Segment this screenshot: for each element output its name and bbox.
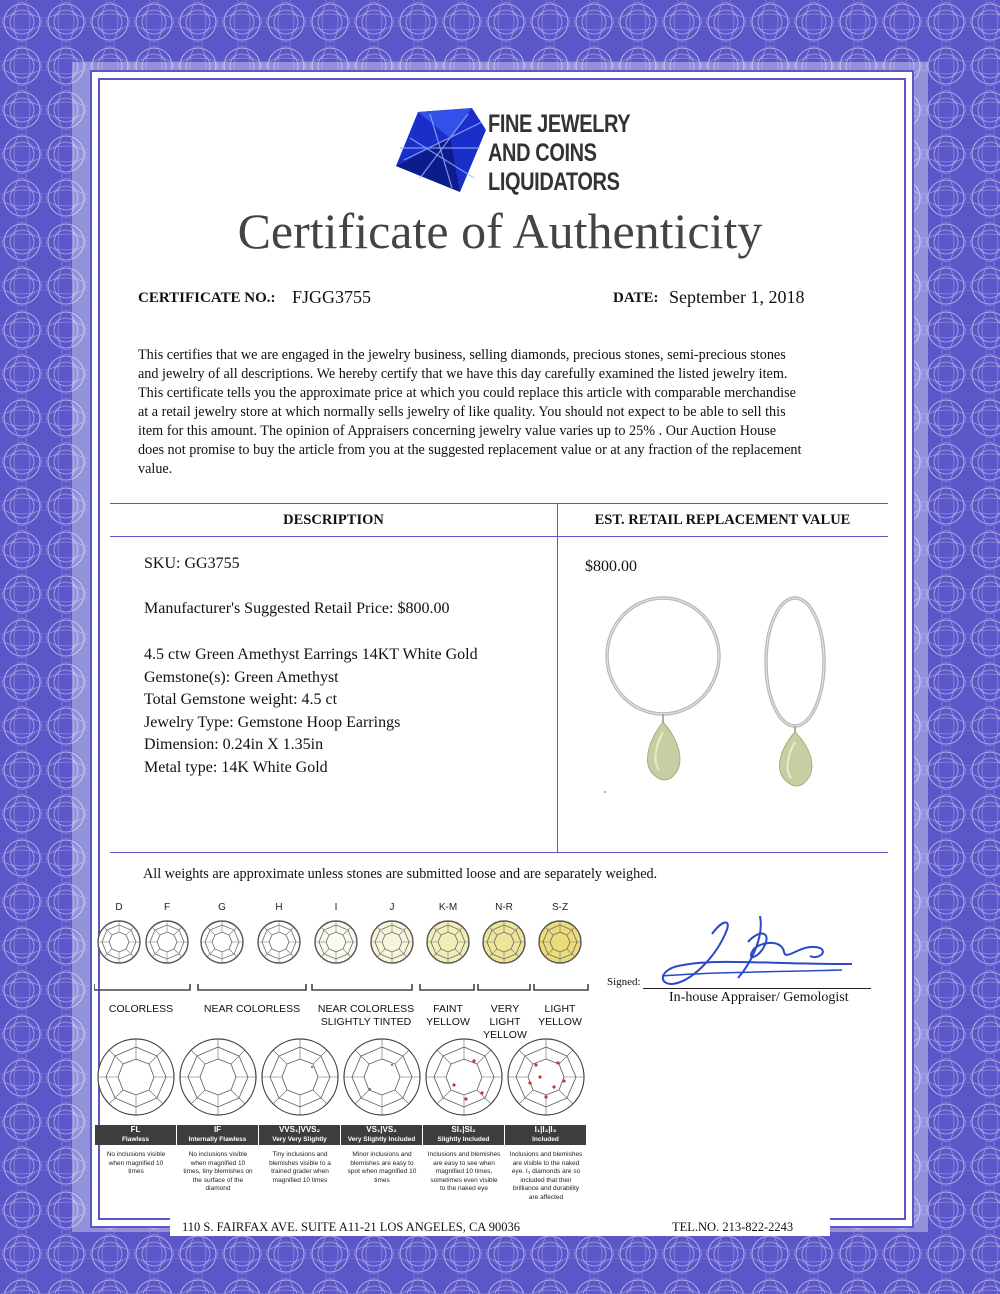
diamond-clarity-icon	[178, 1037, 258, 1117]
clarity-grade-description: Minor inclusions and blemishes are easy to spot when magnified 10 times	[347, 1151, 417, 1184]
diamond-clarity-icon	[96, 1037, 176, 1117]
color-grade-label: F	[163, 902, 171, 913]
signature-image	[652, 912, 862, 998]
diamond-color-icon	[96, 919, 142, 965]
table-top-rule	[110, 503, 888, 504]
clarity-grade-description: Inclusions and blemishes are visible to the naked eye. I₃ diamonds are so included that their brilliance and durability are affected	[509, 1151, 583, 1201]
clarity-grade-description: No inclusions visible when magnified 10 times, tiny blemishes on the surface of the diamond	[183, 1151, 253, 1192]
color-grade-label: D	[115, 902, 123, 913]
detail-line: Gemstone(s): Green Amethyst	[144, 668, 339, 686]
color-grade-label: G	[218, 902, 226, 913]
date-value: September 1, 2018	[669, 287, 805, 307]
diamond-color-icon	[481, 919, 527, 965]
color-grade-label: I	[334, 902, 338, 913]
description-header: DESCRIPTION	[283, 512, 384, 528]
msrp: Manufacturer's Suggested Retail Price: $800.00	[144, 600, 450, 617]
table-header-rule	[110, 536, 888, 537]
certificate-number-label: CERTIFICATE NO.:	[138, 290, 276, 306]
detail-line: Metal type: 14K White Gold	[144, 758, 328, 776]
logo-wordmark: FINE JEWELRY AND COINS LIQUIDATORS	[488, 110, 631, 196]
color-category-label: LIGHT YELLOW	[538, 1003, 582, 1028]
detail-line: Dimension: 0.24in X 1.35in	[144, 736, 324, 753]
color-grade-label: J	[389, 902, 395, 913]
certificate-number: FJGG3755	[292, 287, 372, 307]
detail-line: Jewelry Type: Gemstone Hoop Earrings	[144, 713, 401, 731]
diamond-color-icon	[256, 919, 302, 965]
color-category-label: COLORLESS	[108, 1003, 174, 1015]
page-title: Certificate of Authenticity	[237, 203, 763, 259]
weights-disclaimer: All weights are approximate unless stones are submitted loose and are separately weighed.	[143, 866, 658, 882]
footer-telephone: TEL.NO. 213-822-2243	[672, 1220, 794, 1234]
footer-address: 110 S. FAIRFAX AVE. SUITE A11-21 LOS ANGELES, CA 90036	[182, 1220, 520, 1234]
color-category-label: NEAR COLORLESS SLIGHTLY TINTED	[317, 1003, 415, 1028]
signed-label: Signed:	[607, 976, 641, 988]
detail-line: Total Gemstone weight: 4.5 ct	[144, 691, 338, 708]
date-label: DATE:	[613, 290, 659, 306]
clarity-grade-description: Inclusions and blemishes are easy to see when magnified 10 times, sometimes even visible to the naked eye	[427, 1151, 501, 1192]
clarity-grade-header: VVS₁|VVS₂ Very Very Slightly Included	[259, 1125, 340, 1145]
table-bottom-rule	[110, 852, 888, 853]
clarity-grade-header: VS₁|VS₂ Very Slightly Included	[341, 1125, 422, 1145]
clarity-grade-description: Tiny inclusions and blemishes visible to a trained grader when magnified 10 times	[269, 1151, 331, 1184]
clarity-grade-header: I₁|I₂|I₃ Included	[505, 1125, 586, 1145]
appraiser-title: In-house Appraiser/ Gemologist	[669, 990, 849, 1005]
clarity-grade-header: IF Internally Flawless	[177, 1125, 258, 1145]
diamond-clarity-icon	[342, 1037, 422, 1117]
earrings-product-image	[595, 592, 835, 802]
color-grade-label: N-R	[495, 902, 513, 913]
diamond-color-icon	[537, 919, 583, 965]
certification-statement: This certifies that we are engaged in the jewelry business, selling diamonds, precious stones, semi-precious stones and jewelry of all descriptions. We hereby certify that we have this day carefully examined the listed jewelry item. This certificate tells you the approximate price at which you could replace this article with comparable merchandise at a retail jewelry store at which normally sells jewelry of like quality. You should not expect to be able to sell this item for this amount. The opinion of Appraisers concerning jewelry value varies up to 25% . Our Auction House does not promise to buy the article from you at the suggested replacement value or at any fraction of the replacement value.	[138, 347, 802, 477]
diamond-color-icon	[144, 919, 190, 965]
color-grade-label: H	[275, 902, 283, 913]
color-category-label: VERY LIGHT YELLOW	[483, 1003, 527, 1041]
diamond-color-icon	[199, 919, 245, 965]
table-column-divider	[557, 503, 558, 852]
clarity-grade-header: SI₁|SI₂ Slightly Included	[423, 1125, 504, 1145]
detail-line: 4.5 ctw Green Amethyst Earrings 14KT White Gold	[144, 646, 478, 663]
diamond-clarity-icon	[506, 1037, 586, 1117]
item-details	[144, 644, 478, 779]
diamond-color-icon	[425, 919, 471, 965]
color-grade-label: K-M	[438, 902, 458, 913]
value-header: EST. RETAIL REPLACEMENT VALUE	[594, 512, 851, 528]
grade-group-brackets	[94, 982, 594, 996]
color-category-label: NEAR COLORLESS	[203, 1003, 301, 1015]
diamond-color-icon	[369, 919, 415, 965]
replacement-value: $800.00	[585, 558, 637, 575]
clarity-grade-header: FL Flawless	[95, 1125, 176, 1145]
color-category-label: FAINT YELLOW	[426, 1003, 470, 1028]
diamond-clarity-icon	[260, 1037, 340, 1117]
color-grade-label: S-Z	[551, 902, 569, 913]
sku: SKU: GG3755	[144, 555, 240, 572]
signature-line	[643, 988, 871, 989]
diamond-color-icon	[313, 919, 359, 965]
diamond-clarity-icon	[424, 1037, 504, 1117]
clarity-grade-description: No inclusions visible when magnified 10 times	[106, 1151, 166, 1175]
